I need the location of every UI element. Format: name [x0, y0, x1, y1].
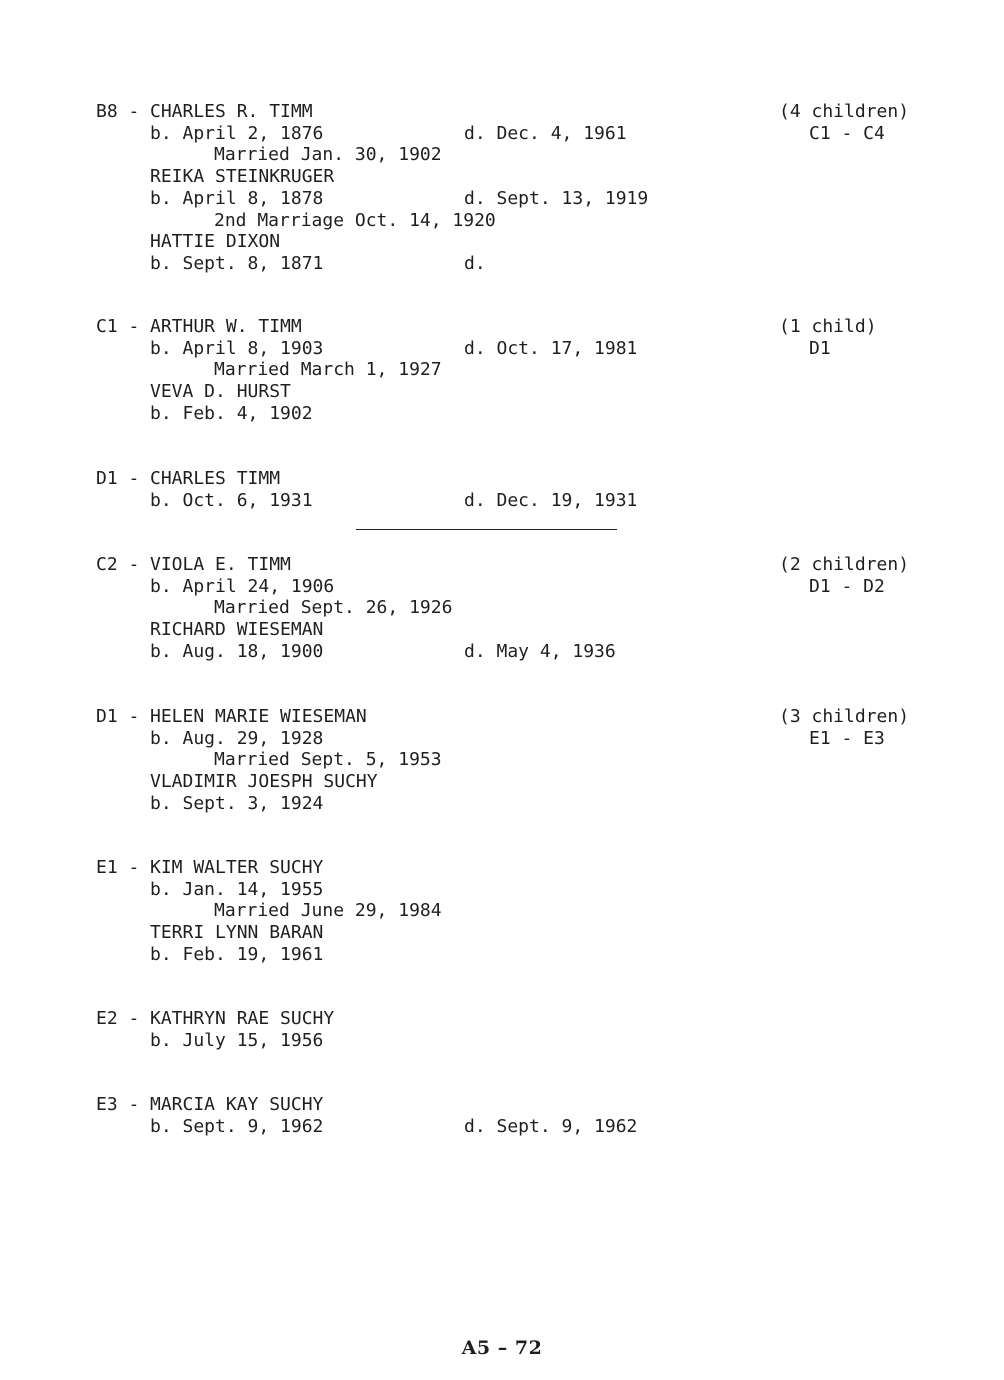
- death-date: d. Dec. 19, 1931: [464, 489, 638, 511]
- person-name: MARCIA KAY SUCHY: [150, 1094, 324, 1115]
- children-count: (2 children): [779, 554, 910, 575]
- birth-date: b. Sept. 9, 1962: [150, 1115, 324, 1137]
- marriage-date: Married June 29, 1984: [214, 900, 442, 922]
- person-name: ARTHUR W. TIMM: [150, 316, 302, 337]
- marriage-date: Married Sept. 5, 1953: [214, 749, 442, 771]
- entry-code: C2 -: [96, 554, 140, 575]
- person-name: VIOLA E. TIMM: [150, 554, 291, 575]
- person-name: KATHRYN RAE SUCHY: [150, 1008, 335, 1029]
- children-range: C1 - C4: [809, 122, 885, 144]
- spouse-birth-date: b. Sept. 3, 1924: [150, 792, 324, 814]
- entry-code: B8 -: [96, 101, 140, 122]
- birth-date: b. April 2, 1876: [150, 122, 324, 144]
- children-range: D1 - D2: [809, 575, 885, 597]
- spouse-name: RICHARD WIESEMAN: [150, 619, 324, 641]
- page-number: A5 – 72: [461, 1337, 543, 1359]
- children-range: E1 - E3: [809, 727, 885, 749]
- person-name: CHARLES R. TIMM: [150, 101, 313, 122]
- spouse-death-date: d. Sept. 13, 1919: [464, 187, 649, 209]
- second-spouse-name: HATTIE DIXON: [150, 231, 281, 253]
- death-date: d. Dec. 4, 1961: [464, 122, 627, 144]
- birth-date: b. Jan. 14, 1955: [150, 878, 324, 900]
- children-range: D1: [809, 337, 831, 359]
- marriage-date: Married Sept. 26, 1926: [214, 597, 453, 619]
- birth-date: b. Aug. 29, 1928: [150, 727, 324, 749]
- spouse-name: TERRI LYNN BARAN: [150, 922, 324, 944]
- marriage-date: Married March 1, 1927: [214, 359, 442, 381]
- person-name: CHARLES TIMM: [150, 468, 281, 489]
- children-count: (1 child): [779, 316, 877, 337]
- entry-code: D1 -: [96, 468, 140, 489]
- entry-code: E2 -: [96, 1008, 140, 1029]
- person-name: KIM WALTER SUCHY: [150, 857, 324, 878]
- entry-code: D1 -: [96, 706, 140, 727]
- spouse-name: VLADIMIR JOESPH SUCHY: [150, 771, 378, 793]
- birth-date: b. Oct. 6, 1931: [150, 489, 313, 511]
- children-count: (4 children): [779, 101, 910, 122]
- spouse-death-date: d. May 4, 1936: [464, 640, 616, 662]
- spouse-birth-date: b. Aug. 18, 1900: [150, 640, 324, 662]
- spouse-name: REIKA STEINKRUGER: [150, 166, 335, 188]
- spouse-birth-date: b. April 8, 1878: [150, 187, 324, 209]
- death-date: d. Sept. 9, 1962: [464, 1115, 638, 1137]
- birth-date: b. July 15, 1956: [150, 1029, 324, 1051]
- birth-date: b. April 8, 1903: [150, 337, 324, 359]
- marriage-date: Married Jan. 30, 1902: [214, 144, 442, 166]
- person-name: HELEN MARIE WIESEMAN: [150, 706, 367, 727]
- entry-code: E3 -: [96, 1094, 140, 1115]
- second-spouse-death-date: d.: [464, 252, 486, 274]
- entry-code: C1 -: [96, 316, 140, 337]
- section-divider: [356, 529, 617, 530]
- spouse-birth-date: b. Feb. 19, 1961: [150, 943, 324, 965]
- second-spouse-birth-date: b. Sept. 8, 1871: [150, 252, 324, 274]
- spouse-birth-date: b. Feb. 4, 1902: [150, 402, 313, 424]
- entry-code: E1 -: [96, 857, 140, 878]
- children-count: (3 children): [779, 706, 910, 727]
- death-date: d. Oct. 17, 1981: [464, 337, 638, 359]
- second-marriage-date: 2nd Marriage Oct. 14, 1920: [214, 209, 496, 231]
- spouse-name: VEVA D. HURST: [150, 381, 291, 403]
- birth-date: b. April 24, 1906: [150, 575, 335, 597]
